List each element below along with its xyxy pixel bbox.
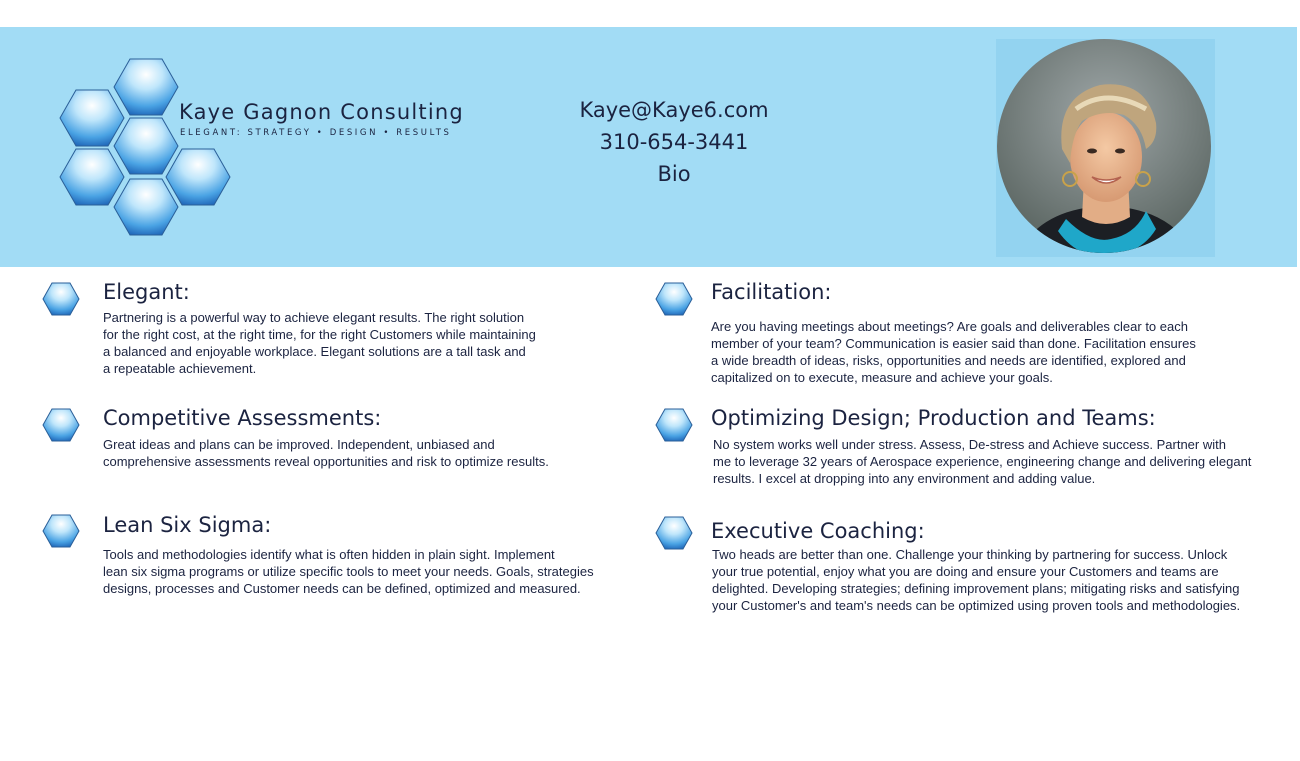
body-line: your Customer's and team's needs can be optimized using proven tools and methodologies. [712,598,1241,613]
body-line: delighted. Developing strategies; defining improvement plans; mitigating risks and satisfying [712,581,1240,596]
section-title-lean: Lean Six Sigma: [103,513,272,537]
body-line: Tools and methodologies identify what is often hidden in plain sight. Implement [103,547,555,562]
body-line: a repeatable achievement. [103,361,257,376]
section-title-facilitation: Facilitation: [711,280,832,304]
section-title-optimizing: Optimizing Design; Production and Teams: [711,406,1156,430]
hexagon-bullet-icon [42,514,80,548]
profile-photo-frame [996,39,1215,257]
hexagon-bullet-icon [655,282,693,316]
hexagon-bullet-icon [42,282,80,316]
body-line: No system works well under stress. Assess, De-stress and Achieve success. Partner with [713,437,1226,452]
section-body-coaching [712,546,1240,614]
body-line: Great ideas and plans can be improved. Independent, unbiased and [103,437,495,452]
section-body-lean [103,546,594,597]
body-line: member of your team? Communication is easier said than done. Facilitation ensures [711,336,1196,351]
section-title-elegant: Elegant: [103,280,190,304]
section-title-competitive: Competitive Assessments: [103,406,382,430]
brand-name[interactable]: Kaye Gagnon Consulting [179,100,464,124]
hexagon-bullet-icon [655,408,693,442]
phone-number[interactable]: 310-654-3441 [599,130,749,154]
body-line: results. I excel at dropping into any environment and adding value. [713,471,1096,486]
profile-photo [996,39,1215,257]
hexagon-bullet-icon [655,516,693,550]
section-body-elegant [103,309,536,377]
section-body-competitive [103,436,549,470]
body-line: me to leverage 32 years of Aerospace experience, engineering change and delivering elegant [713,454,1252,469]
body-line: designs, processes and Customer needs can be defined, optimized and measured. [103,581,581,596]
body-line: a balanced and enjoyable workplace. Elegant solutions are a tall task and [103,344,526,359]
body-line: lean six sigma programs or utilize specific tools to meet your needs. Goals, strategies [103,564,594,579]
body-line: comprehensive assessments reveal opportunities and risk to optimize results. [103,454,549,469]
email-link[interactable]: Kaye@Kaye6.com [579,98,769,122]
section-body-facilitation [711,318,1196,386]
body-line: capitalized on to execute, measure and achieve your goals. [711,370,1053,385]
brand-tagline: ELEGANT: STRATEGY • DESIGN • RESULTS [180,128,452,138]
body-line: Partnering is a powerful way to achieve elegant results. The right solution [103,310,525,325]
hexagon-cluster-logo-icon[interactable] [52,55,237,243]
body-line: your true potential, enjoy what you are doing and ensure your Customers and teams are [712,564,1219,579]
section-body-optimizing [713,436,1251,487]
body-line: Are you having meetings about meetings? Are goals and deliverables clear to each [711,319,1188,334]
bio-link[interactable]: Bio [657,162,691,186]
body-line: a wide breadth of ideas, risks, opportunities and needs are identified, explored and [711,353,1186,368]
body-line: Two heads are better than one. Challenge your thinking by partnering for success. Unlock [712,547,1228,562]
body-line: for the right cost, at the right time, for the right Customers while maintaining [103,327,536,342]
section-title-coaching: Executive Coaching: [711,519,925,543]
hexagon-bullet-icon [42,408,80,442]
